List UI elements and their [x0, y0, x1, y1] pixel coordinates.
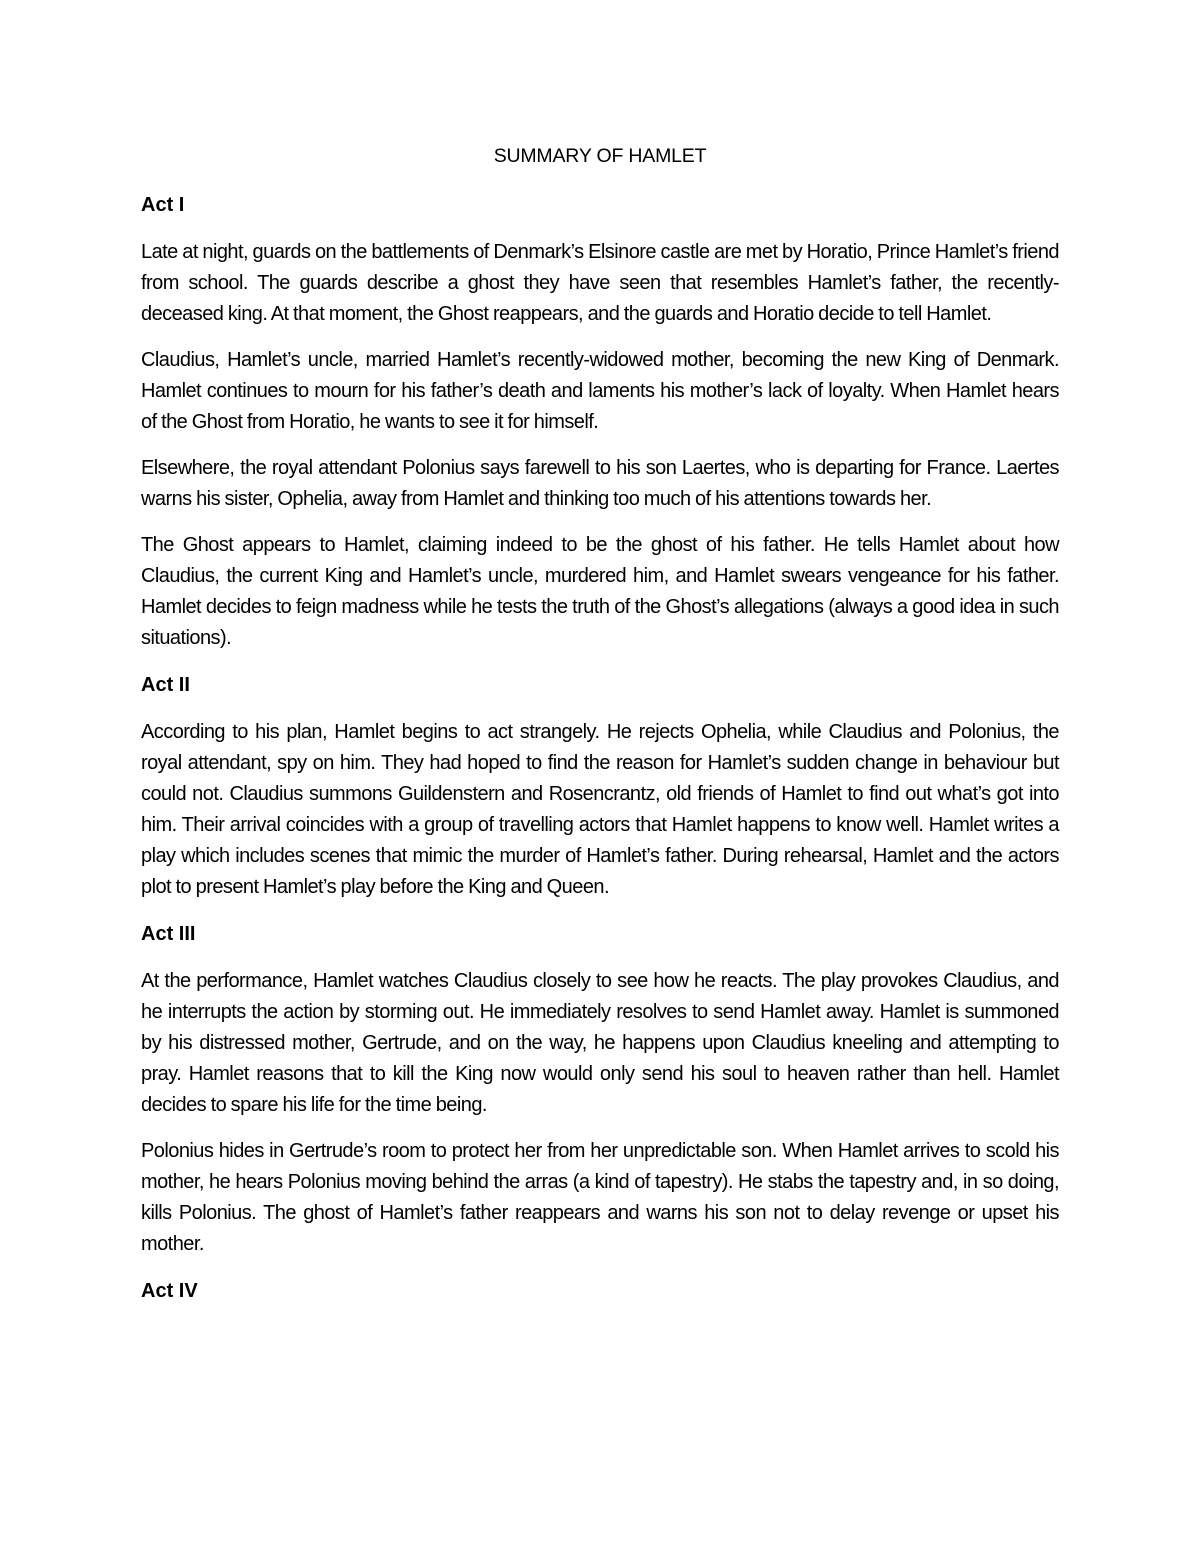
- paragraph: Late at night, guards on the battlements of Denmark’s Elsinore castle are met by Horatio, Prince Hamlet’s friend from school. The guards describe a ghost they have seen that resembles Hamlet’s father, the recently-deceased king. At that moment, the Ghost reappears, and the guards and Horatio decide to tell Hamlet.: [141, 241, 1059, 325]
- document-title: SUMMARY OF HAMLET: [493, 145, 707, 167]
- paragraph: The Ghost appears to Hamlet, claiming indeed to be the ghost of his father. He tells Hamlet about how Claudius, the current King and Hamlet’s uncle, murdered him, and Hamlet swears vengeance for his father. Hamlet decides to feign madness while he tests the truth of the Ghost’s allegations (always a good idea in such situations).: [141, 534, 1059, 649]
- act-heading: Act II: [141, 674, 190, 696]
- act-heading: Act IV: [141, 1280, 198, 1302]
- act-section-1: [141, 190, 1059, 654]
- act-heading: Act I: [141, 194, 185, 216]
- paragraph: Elsewhere, the royal attendant Polonius says farewell to his son Laertes, who is departing for France. Laertes warns his sister, Ophelia, away from Hamlet and thinking too much of his attentions towards her.: [141, 457, 1059, 510]
- paragraph: At the performance, Hamlet watches Claudius closely to see how he reacts. The play provokes Claudius, and he interrupts the action by storming out. He immediately resolves to send Hamlet away. Hamlet is summoned by his distressed mother, Gertrude, and on the way, he happens upon Claudius kneeling and attempting to pray. Hamlet reasons that to kill the King now would only send his soul to heaven rather than hell. Hamlet decides to spare his life for the time being.: [141, 970, 1059, 1116]
- paragraph: Polonius hides in Gertrude’s room to protect her from her unpredictable son. When Hamlet arrives to scold his mother, he hears Polonius moving behind the arras (a kind of tapestry). He stabs the tapestry and, in so doing, kills Polonius. The ghost of Hamlet’s father reappears and warns his son not to delay revenge or upset his mother.: [141, 1140, 1059, 1255]
- paragraph: Claudius, Hamlet’s uncle, married Hamlet’s recently-widowed mother, becoming the new King of Denmark. Hamlet continues to mourn for his father’s death and laments his mother’s lack of loyalty. When Hamlet hears of the Ghost from Horatio, he wants to see it for himself.: [141, 349, 1059, 433]
- paragraph: According to his plan, Hamlet begins to act strangely. He rejects Ophelia, while Claudius and Polonius, the royal attendant, spy on him. They had hoped to find the reason for Hamlet’s sudden change in behaviour but could not. Claudius summons Guildenstern and Rosencrantz, old friends of Hamlet to find out what’s got into him. Their arrival coincides with a group of travelling actors that Hamlet happens to know well. Hamlet writes a play which includes scenes that mimic the murder of Hamlet’s father. During rehearsal, Hamlet and the actors plot to present Hamlet’s play before the King and Queen.: [141, 721, 1059, 898]
- act-heading: Act III: [141, 923, 196, 945]
- document-page: [141, 141, 1059, 1323]
- act-section-3: [141, 919, 1059, 1260]
- act-section-4: [141, 1276, 1059, 1307]
- act-section-2: [141, 670, 1059, 903]
